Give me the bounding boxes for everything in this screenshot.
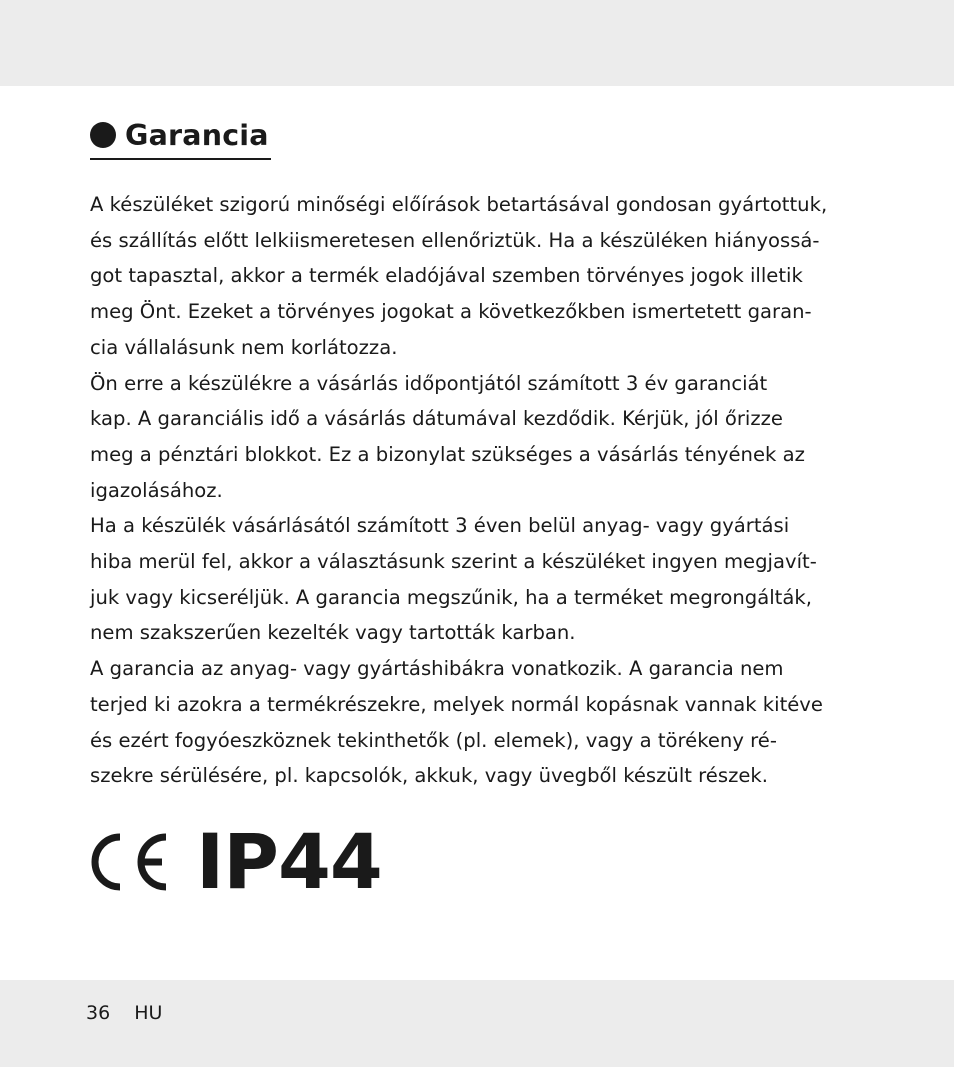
text-line: és ezért fogyóeszköznek tekinthetők (pl. elemek), vagy a törékeny ré- (90, 728, 777, 752)
text-line: és szállítás előtt lelkiismeretesen ellenőriztük. Ha a készüléken hiányossá- (90, 228, 820, 252)
section-title: Garancia (125, 118, 269, 152)
text-line: Ön erre a készülékre a vásárlás időpontjától számított 3 év garanciát (90, 371, 768, 395)
bullet-icon (90, 122, 116, 148)
text-line: igazolásához. (90, 478, 223, 502)
text-line: meg Önt. Ezeket a törvényes jogokat a következőkben ismertetett garan- (90, 300, 812, 324)
text-line: meg a pénztári blokkot. Ez a bizonylat szükséges a vásárlás tényének az (90, 442, 805, 466)
warranty-text (90, 187, 870, 794)
text-line: kap. A garanciális idő a vásárlás dátumával kezdődik. Kérjük, jól őrizze (90, 407, 783, 431)
ce-mark-icon (90, 831, 172, 893)
text-line: szekre sérülésére, pl. kapcsolók, akkuk, vagy üvegből készült részek. (90, 764, 768, 788)
text-line: terjed ki azokra a termékrészekre, melyek normál kopásnak vannak kitéve (90, 692, 823, 716)
text-line: juk vagy kicseréljük. A garancia megszűnik, ha a terméket megrongálták, (90, 585, 812, 609)
language-code: HU (134, 1002, 163, 1024)
page-footer (86, 1002, 162, 1024)
text-line: A készüléket szigorú minőségi előírások betartásával gondosan gyártottuk, (90, 193, 828, 216)
section-heading (90, 112, 271, 160)
text-line: hiba merül fel, akkor a választásunk szerint a készüléket ingyen megjavít- (90, 550, 817, 574)
ip-rating: IP44 (196, 817, 382, 906)
text-line: got tapasztal, akkor a termék eladójával szemben törvényes jogok illetik (90, 264, 803, 288)
certification-marks (90, 817, 382, 906)
text-line: nem szakszerűen kezelték vagy tartották karban. (90, 621, 576, 645)
text-line: cia vállalásunk nem korlátozza. (90, 335, 398, 359)
text-line: Ha a készülék vásárlásától számított 3 éven belül anyag- vagy gyártási (90, 514, 790, 538)
page-number: 36 (86, 1002, 111, 1024)
header-band (0, 0, 954, 86)
text-line: A garancia az anyag- vagy gyártáshibákra vonatkozik. A garancia nem (90, 657, 784, 681)
